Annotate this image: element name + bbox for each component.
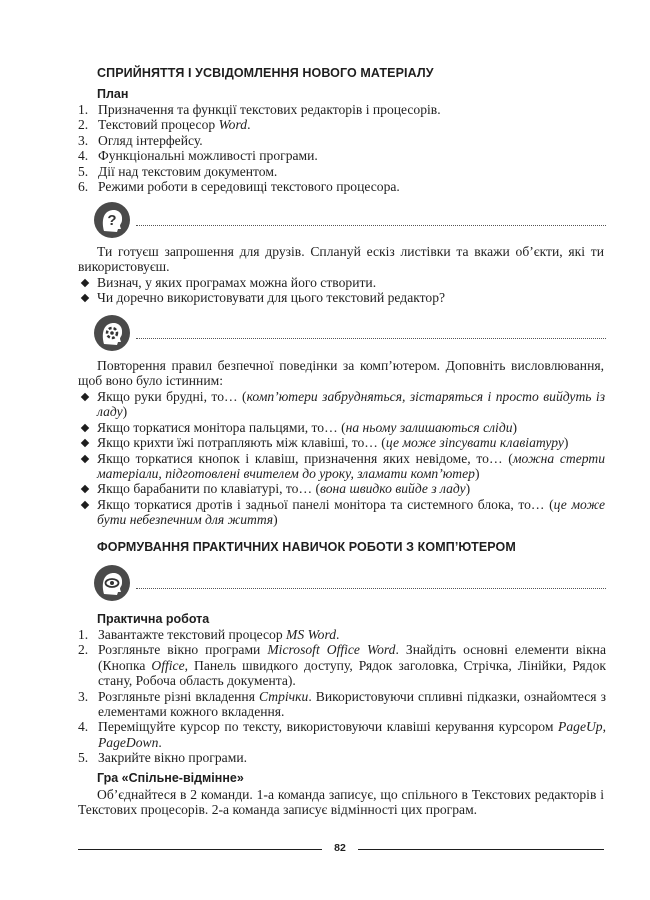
list-item: 6. Режими роботи в середовищі текстового процесора. — [78, 179, 400, 195]
question-bullets — [78, 275, 605, 306]
list-item: Чи доречно використовувати для цього текстовий редактор? — [78, 290, 605, 305]
section-heading-perception: СПРИЙНЯТТЯ І УСВІДОМЛЕННЯ НОВОГО МАТЕРІАЛУ — [97, 66, 434, 80]
diamond-bullet-icon — [81, 279, 89, 287]
practical-work-title: Практична робота — [97, 612, 210, 626]
list-item: Якщо торкатися кнопок і клавіш, призначення яких невідоме, то… (можна стерти матеріали, підготовлені вчителем до уроку, зламати комп’ютер) — [78, 451, 605, 482]
diamond-bullet-icon — [81, 439, 89, 447]
list-item: 5. Дії над текстовим документом. — [78, 163, 278, 179]
dotted-divider — [136, 225, 606, 226]
question-head-icon — [94, 202, 130, 238]
game-title: Гра «Спільне-відмінне» — [97, 771, 244, 785]
diamond-bullet-icon — [81, 485, 89, 493]
dotted-divider — [136, 338, 606, 339]
list-item: 3. Огляд інтерфейсу. — [78, 132, 203, 148]
diamond-bullet-icon — [81, 454, 89, 462]
plan-list — [78, 102, 608, 194]
practical-work-list — [78, 627, 606, 766]
safety-icon-row — [94, 315, 606, 355]
eye-head-icon — [94, 565, 130, 601]
footer-rule-left — [78, 849, 322, 850]
diamond-bullet-icon — [81, 393, 89, 401]
game-paragraph: Об’єднайтеся в 2 команди. 1-а команда записує, що спільного в Текстових редакторів і Текстових процесорів. 2-а команда записує відмінності цих програм. — [78, 787, 604, 818]
gear-head-icon — [94, 315, 130, 351]
list-item: 4. Функціональні можливості програми. — [78, 148, 318, 164]
safety-paragraph: Повторення правил безпечної поведінки за комп’ютером. Доповніть висловлювання, щоб воно було істинним: — [78, 358, 604, 389]
plan-title: План — [97, 87, 129, 101]
page-number: 82 — [334, 842, 346, 854]
question-icon-row — [94, 202, 606, 242]
dotted-divider — [136, 588, 606, 589]
list-item: 1. Призначення та функції текстових редакторів і процесорів. — [78, 102, 441, 117]
list-item: 5. Закрийте вікно програми. — [78, 750, 247, 766]
diamond-bullet-icon — [81, 501, 89, 509]
list-item: Визнач, у яких програмах можна його створити. — [78, 275, 605, 290]
safety-bullets — [78, 389, 605, 528]
list-item: 4. Переміщуйте курсор по тексту, використовуючи клавіші керування курсором PageUp, PageDown. — [78, 719, 606, 750]
list-item: 2. Розгляньте вікно програми Microsoft Office Word. Знайдіть основні елементи вікна (Кнопка Office, Панель швидкого доступу, Рядок заголовка, Стрічка, Лінійки, Рядок стану, Робоча область документа). — [78, 642, 606, 689]
practice-icon-row — [94, 565, 606, 605]
invitation-paragraph: Ти готуєш запрошення для друзів. Сплануй ескіз листівки та вкажи об’єкти, які ти використовуєш. — [78, 244, 604, 275]
list-item: Якщо торкатися монітора пальцями, то… (на ньому залишаються сліди) — [78, 420, 605, 435]
section-heading-practical-skills: ФОРМУВАННЯ ПРАКТИЧНИХ НАВИЧОК РОБОТИ З КОМП’ЮТЕРОМ — [97, 540, 516, 554]
footer-rule-right — [358, 849, 604, 850]
list-item: Якщо крихти їжі потрапляють між клавіші, то… (це може зіпсувати клавіатуру) — [78, 435, 605, 450]
list-item: Якщо барабанити по клавіатурі, то… (вона швидко вийде з ладу) — [78, 481, 605, 496]
diamond-bullet-icon — [81, 424, 89, 432]
list-item: Якщо торкатися дротів і задньої панелі монітора та системного блока, то… (це може бути небезпечним для життя) — [78, 497, 605, 528]
list-item: 2. Текстовий процесор Word. — [78, 117, 251, 133]
list-item: Якщо руки брудні, то… (комп’ютери забрудняться, зістаряться і просто вийдуть із ладу) — [78, 389, 605, 420]
list-item: 1. Завантажте текстовий процесор MS Word. — [78, 627, 340, 642]
list-item: 3. Розгляньте різні вкладення Стрічки. Використовуючи спливні підказки, ознайомтеся з елементами кожного вкладення. — [78, 688, 606, 720]
svg-text:?: ? — [107, 212, 117, 229]
diamond-bullet-icon — [81, 294, 89, 302]
